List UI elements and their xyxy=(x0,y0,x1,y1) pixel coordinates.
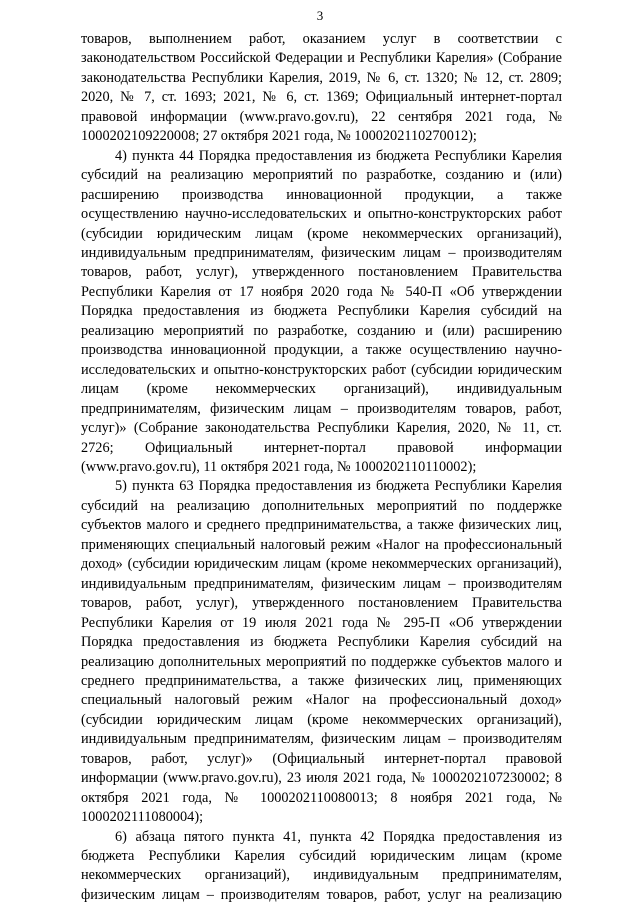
paragraph-item-5: 5) пункта 63 Порядка предоставления из бюджета Республики Карелия субсидий на реализацию дополнительных мероприятий по поддержке субъектов малого и среднего предпринимательства, а также физических лиц, применяющих специальный налоговый режим «Налог на профессиональный доход» (субсидии юридическим лицам (кроме некоммерческих организаций), индивидуальным предпринимателям, физическим лицам – производителям товаров, работ, услуг), утвержденного постановлением Правительства Республики Карелия от 19 июля 2021 года № 295-П «Об утверждении Порядка предоставления из бюджета Республики Карелия субсидий на реализацию дополнительных мероприятий по поддержке субъектов малого и среднего предпринимательства, а также физических лиц, применяющих специальный налоговый режим «Налог на профессиональный доход» (субсидии юридическим лицам (кроме некоммерческих организаций), индивидуальным предпринимателям, физическим лицам – производителям товаров, работ, услуг)» (Официальный интернет-портал правовой информации (www.pravo.gov.ru), 23 июля 2021 года, № 1000202107230002; 8 октября 2021 года, № 1000202110080013; 8 ноября 2021 года, № 1000202111080004); xyxy=(81,478,562,826)
paragraph-item-4: 4) пункта 44 Порядка предоставления из бюджета Республики Карелия субсидий на реализацию мероприятий по разработке, созданию и (или) расширению производства инновационной продукции, а также осуществлению научно-исследовательских и опытно-конструкторских работ (субсидии юридическим лицам (кроме некоммерческих организаций), индивидуальным предпринимателям, физическим лицам – производителям товаров, работ, услуг), утвержденного постановлением Правительства Республики Карелия от 17 ноября 2020 года № 540-П «Об утверждении Порядка предоставления из бюджета Республики Карелия субсидий на реализацию мероприятий по разработке, созданию и (или) расширению производства инновационной продукции, а также осуществлению научно-исследовательских и опытно-конструкторских работ (субсидии юридическим лицам (кроме некоммерческих организаций), индивидуальным предпринимателям, физическим лицам – производителям товаров, работ, услуг)» (Собрание законодательства Республики Карелия, 2020, № 11, ст. 2726; Официальный интернет-портал правовой информации (www.pravo.gov.ru), 11 октября 2021 года, № 1000202110110002); xyxy=(81,147,562,475)
paragraph-item-6: 6) абзаца пятого пункта 41, пункта 42 Порядка предоставления из бюджета Республики Карелия субсидий юридическим лицам (кроме некоммерческих организаций), индивидуальным предпринимателям, физическим лицам – производителям товаров, работ, услуг на реализацию xyxy=(81,828,562,903)
page-number: 3 xyxy=(316,8,324,23)
document-body xyxy=(81,30,562,905)
paragraph-continuation: товаров, выполнением работ, оказанием услуг в соответствии с законодательством Российской Федерации и Республики Карелия» (Собрание законодательства Республики Карелия, 2019, № 6, ст. 1320; № 12, ст. 2809; 2020, № 7, ст. 1693; 2021, № 6, ст. 1369; Официальный интернет-портал правовой информации (www.pravo.gov.ru), 22 сентября 2021 года, № 1000202109220008; 27 октября 2021 года, № 1000202110270012); xyxy=(81,31,562,145)
